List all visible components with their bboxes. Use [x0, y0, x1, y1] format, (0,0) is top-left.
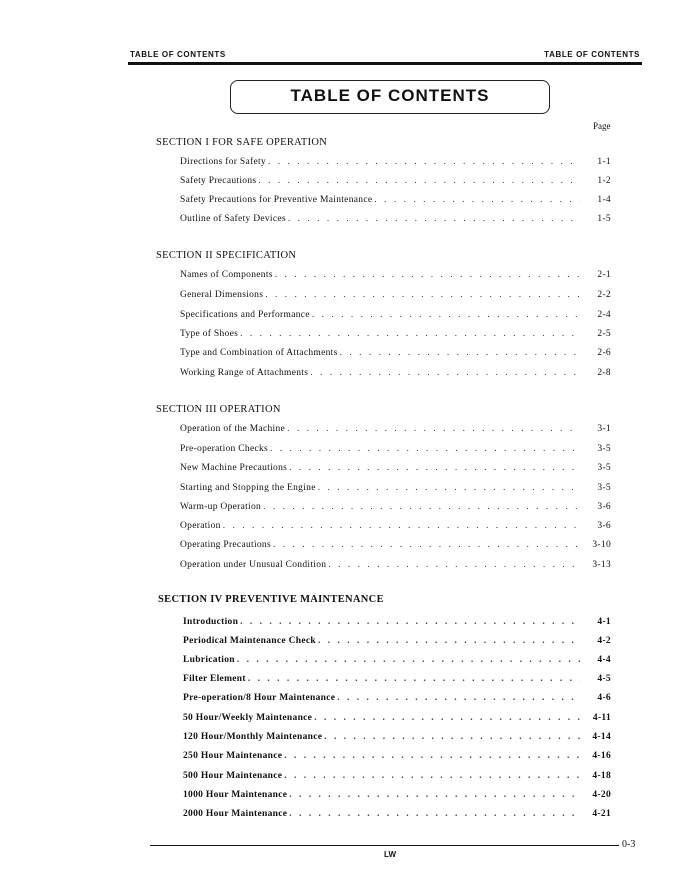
entry-title: Names of Components — [180, 270, 273, 280]
dot-leader — [273, 540, 580, 550]
entry-page: 4-11 — [592, 713, 611, 723]
toc-entry — [183, 670, 611, 684]
toc-entry — [183, 786, 611, 800]
dot-leader — [275, 270, 580, 280]
dot-leader — [258, 176, 580, 186]
entry-title: New Machine Precautions — [180, 463, 288, 473]
entry-page: 4-20 — [592, 790, 611, 800]
entry-page: 4-16 — [592, 751, 611, 761]
entry-title: Safety Precautions for Preventive Maintenance — [180, 195, 373, 205]
dot-leader — [268, 157, 580, 167]
entry-page: 3-6 — [597, 502, 611, 512]
title-box — [230, 80, 550, 114]
toc-entry — [180, 325, 611, 339]
dot-leader — [374, 195, 580, 205]
running-header-left: TABLE OF CONTENTS — [130, 50, 226, 59]
dot-leader — [288, 214, 580, 224]
toc-entry — [180, 286, 611, 300]
page-title: TABLE OF CONTENTS — [290, 86, 490, 105]
entry-page: 4-4 — [597, 655, 611, 665]
toc-entry — [183, 651, 611, 665]
dot-leader — [287, 424, 580, 434]
entry-title: Pre-operation/8 Hour Maintenance — [183, 693, 336, 703]
entry-title: 500 Hour Maintenance — [183, 771, 283, 781]
toc-entry — [183, 709, 611, 723]
entry-title: 120 Hour/Monthly Maintenance — [183, 732, 323, 742]
dot-leader — [318, 636, 580, 646]
entry-title: Filter Element — [183, 674, 246, 684]
entry-title: Introduction — [183, 617, 239, 627]
entry-page: 1-4 — [597, 195, 611, 205]
entry-title: Type of Shoes — [180, 329, 239, 339]
toc-entry — [180, 191, 611, 205]
footer-rule — [150, 845, 619, 846]
toc-entry — [183, 632, 611, 646]
entry-page: 3-6 — [597, 521, 611, 531]
dot-leader — [318, 483, 580, 493]
dot-leader — [337, 693, 580, 703]
entry-title: Safety Precautions — [180, 176, 257, 186]
toc-entry — [183, 747, 611, 761]
entry-title: Warm-up Operation — [180, 502, 262, 512]
page-column-label: Page — [593, 121, 611, 131]
entry-page: 1-5 — [597, 214, 611, 224]
toc-entry — [180, 479, 611, 493]
dot-leader — [248, 674, 580, 684]
entry-title: Working Range of Attachments — [180, 368, 309, 378]
dot-leader — [237, 655, 580, 665]
entry-page: 3-10 — [592, 540, 611, 550]
entry-page: 2-2 — [597, 290, 611, 300]
dot-leader — [289, 463, 580, 473]
running-header-right: TABLE OF CONTENTS — [544, 50, 640, 59]
entry-title: Lubrication — [183, 655, 235, 665]
entry-page: 2-5 — [597, 329, 611, 339]
entry-page: 4-6 — [597, 693, 611, 703]
dot-leader — [265, 290, 580, 300]
dot-leader — [328, 560, 580, 570]
entry-title: 250 Hour Maintenance — [183, 751, 283, 761]
entry-page: 4-14 — [592, 732, 611, 742]
entry-title: Periodical Maintenance Check — [183, 636, 316, 646]
entry-title: General Dimensions — [180, 290, 264, 300]
entry-title: 50 Hour/Weekly Maintenance — [183, 713, 313, 723]
entry-page: 1-1 — [597, 157, 611, 167]
toc-entry — [180, 306, 611, 320]
toc-entry — [180, 266, 611, 280]
toc-entry — [180, 459, 611, 473]
entry-title: Operation under Unusual Condition — [180, 560, 327, 570]
toc-entry — [180, 344, 611, 358]
toc-entry — [180, 440, 611, 454]
dot-leader — [340, 348, 580, 358]
toc-entry — [183, 767, 611, 781]
toc-entry — [180, 517, 611, 531]
entry-title: 2000 Hour Maintenance — [183, 809, 288, 819]
entry-page: 3-13 — [592, 560, 611, 570]
entry-title: Directions for Safety — [180, 157, 266, 167]
toc-entry — [180, 536, 611, 550]
dot-leader — [223, 521, 580, 531]
toc-entry — [183, 805, 611, 819]
dot-leader — [289, 790, 580, 800]
entry-page: 2-1 — [597, 270, 611, 280]
toc-entry — [180, 153, 611, 167]
entry-page: 2-8 — [597, 368, 611, 378]
toc-entry — [183, 613, 611, 627]
toc-entry — [180, 210, 611, 224]
entry-title: Operating Precautions — [180, 540, 271, 550]
page-number: 0-3 — [622, 839, 636, 850]
dot-leader — [324, 732, 580, 742]
dot-leader — [240, 617, 580, 627]
entry-title: Operation of the Machine — [180, 424, 286, 434]
section-heading: SECTION IV PREVENTIVE MAINTENANCE — [158, 594, 384, 605]
entry-page: 3-5 — [597, 444, 611, 454]
dot-leader — [284, 751, 580, 761]
entry-title: 1000 Hour Maintenance — [183, 790, 288, 800]
dot-leader — [240, 329, 580, 339]
toc-entry — [183, 689, 611, 703]
dot-leader — [284, 771, 580, 781]
dot-leader — [312, 310, 580, 320]
toc-entry — [183, 728, 611, 742]
entry-title: Starting and Stopping the Engine — [180, 483, 316, 493]
section-heading: SECTION III OPERATION — [156, 404, 281, 415]
entry-title: Type and Combination of Attachments — [180, 348, 338, 358]
dot-leader — [263, 502, 580, 512]
entry-page: 3-5 — [597, 463, 611, 473]
toc-entry — [180, 420, 611, 434]
dot-leader — [270, 444, 580, 454]
entry-page: 3-5 — [597, 483, 611, 493]
entry-page: 4-2 — [597, 636, 611, 646]
toc-entry — [180, 364, 611, 378]
entry-page: 1-2 — [597, 176, 611, 186]
section-heading: SECTION II SPECIFICATION — [156, 250, 297, 261]
toc-entry — [180, 498, 611, 512]
entry-page: 4-21 — [592, 809, 611, 819]
entry-page: 2-6 — [597, 348, 611, 358]
entry-page: 4-5 — [597, 674, 611, 684]
toc-entry — [180, 556, 611, 570]
toc-entry — [180, 172, 611, 186]
entry-page: 4-18 — [592, 771, 611, 781]
entry-title: Operation — [180, 521, 221, 531]
footer-code: LW — [384, 850, 396, 859]
entry-page: 2-4 — [597, 310, 611, 320]
entry-title: Pre-operation Checks — [180, 444, 269, 454]
entry-page: 3-1 — [597, 424, 611, 434]
entry-page: 4-1 — [597, 617, 611, 627]
entry-title: Specifications and Performance — [180, 310, 310, 320]
dot-leader — [310, 368, 580, 378]
entry-title: Outline of Safety Devices — [180, 214, 286, 224]
header-rule — [128, 62, 642, 65]
section-heading: SECTION I FOR SAFE OPERATION — [156, 137, 328, 148]
dot-leader — [289, 809, 580, 819]
dot-leader — [314, 713, 580, 723]
